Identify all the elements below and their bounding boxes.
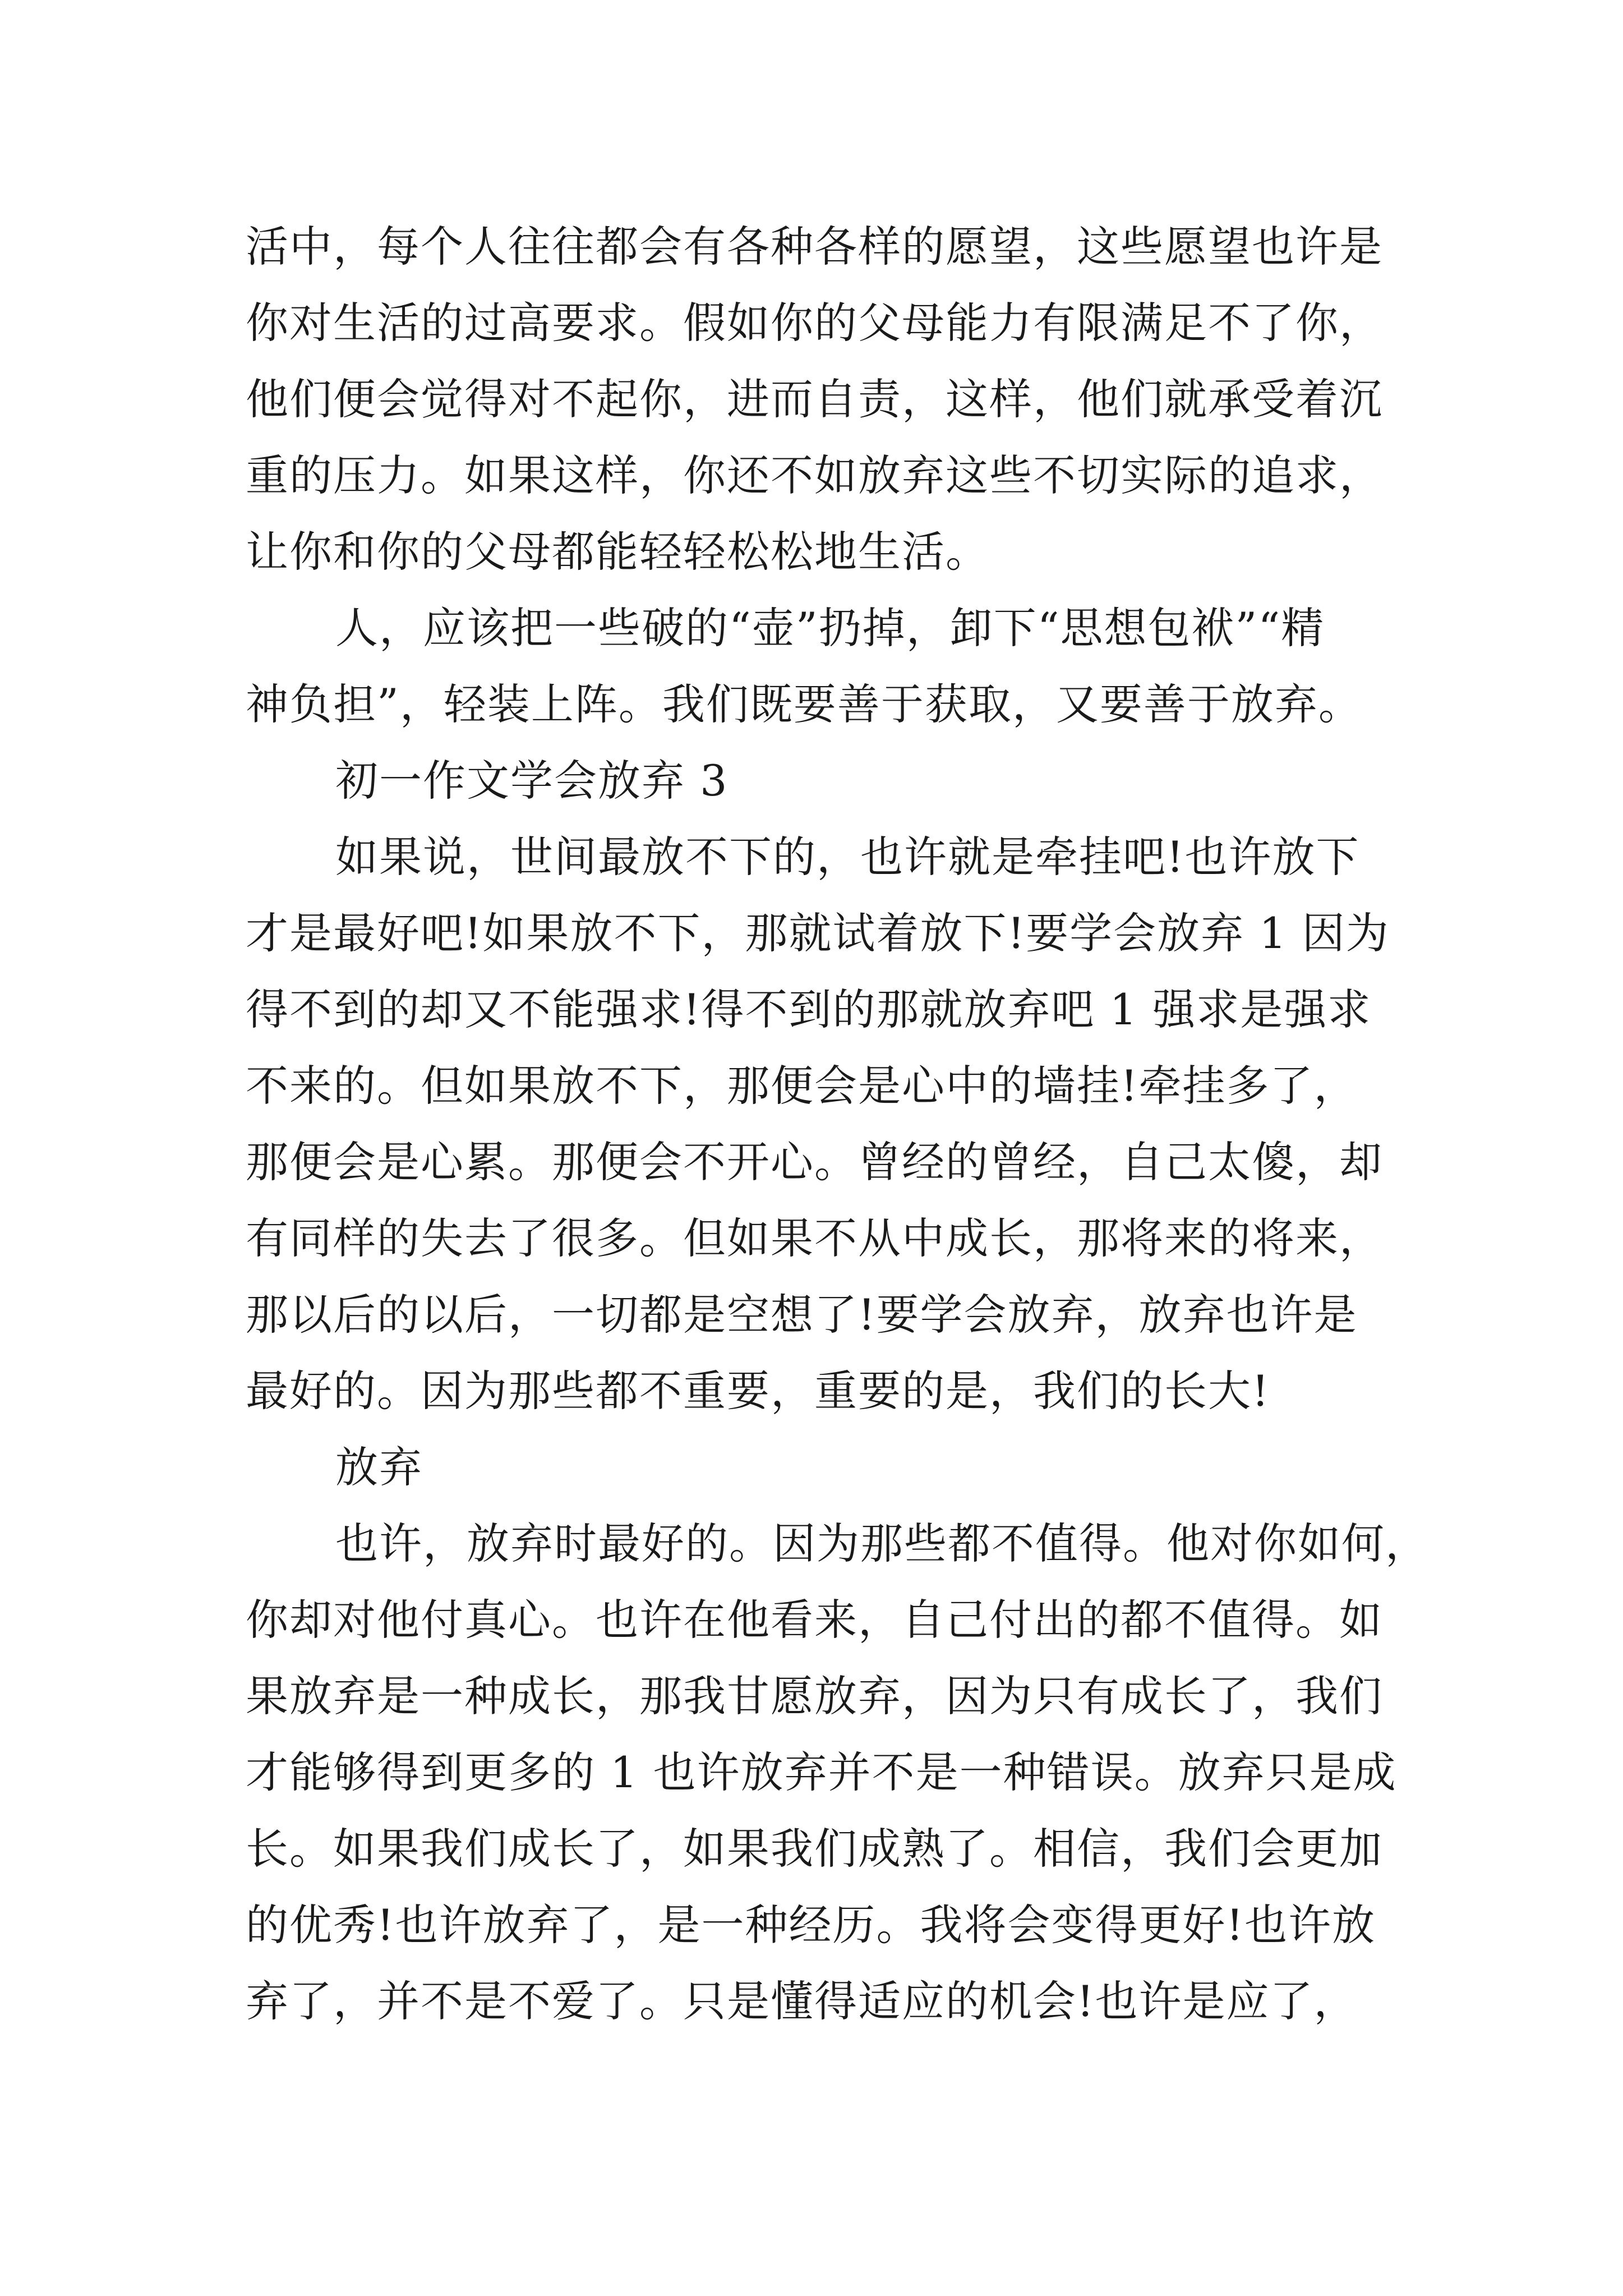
text-line: 的优秀!也许放弃了，是一种经历。我将会变得更好!也许放 [246, 1900, 1376, 1950]
text-line: 那便会是心累。那便会不开心。曾经的曾经，自己太傻，却 [246, 1137, 1383, 1187]
text-line: 不来的。但如果放不下，那便会是心中的墙挂!牵挂多了， [246, 1061, 1358, 1111]
text-line: 神负担”，轻装上阵。我们既要善于获取，又要善于放弃。 [246, 679, 1362, 729]
text-line: 才能够得到更多的 1 也许放弃并不是一种错误。放弃只是成 [246, 1747, 1397, 1797]
text-line: 让你和你的父母都能轻轻松松地生活。 [246, 527, 989, 577]
section-heading: 初一作文学会放弃 3 [335, 756, 728, 806]
text-line: 才是最好吧!如果放不下，那就试着放下!要学会放弃 1 因为 [246, 908, 1390, 958]
section-heading: 放弃 [335, 1442, 423, 1492]
text-line: 有同样的失去了很多。但如果不从中成长，那将来的将来， [246, 1213, 1383, 1263]
text-line: 得不到的却又不能强求!得不到的那就放弃吧 1 强求是强求 [246, 984, 1372, 1034]
text-line: 最好的。因为那些都不重要，重要的是，我们的长大! [246, 1366, 1270, 1416]
paragraph-start-line: 如果说，世间最放不下的，也许就是牵挂吧!也许放下 [335, 832, 1360, 882]
text-line: 长。如果我们成长了，如果我们成熟了。相信，我们会更加 [246, 1824, 1383, 1874]
text-line: 果放弃是一种成长，那我甘愿放弃，因为只有成长了，我们 [246, 1671, 1383, 1721]
paragraph-start-line: 也许，放弃时最好的。因为那些都不值得。他对你如何， [335, 1519, 1429, 1568]
text-line: 他们便会觉得对不起你，进而自责，这样，他们就承受着沉 [246, 374, 1383, 424]
paragraph-start-line: 人，应该把一些破的“壶”扔掉，卸下“思想包袱”“精 [335, 603, 1325, 653]
document-body [246, 209, 1429, 2040]
text-line: 弃了，并不是不爱了。只是懂得适应的机会!也许是应了， [246, 1976, 1358, 2026]
text-line: 你却对他付真心。也许在他看来，自己付出的都不值得。如 [246, 1595, 1383, 1645]
text-line: 你对生活的过高要求。假如你的父母能力有限满足不了你， [246, 298, 1383, 348]
text-line: 活中，每个人往往都会有各种各样的愿望，这些愿望也许是 [246, 222, 1383, 272]
text-line: 那以后的以后，一切都是空想了!要学会放弃，放弃也许是 [246, 1290, 1358, 1340]
text-line: 重的压力。如果这样，你还不如放弃这些不切实际的追求， [246, 450, 1383, 500]
